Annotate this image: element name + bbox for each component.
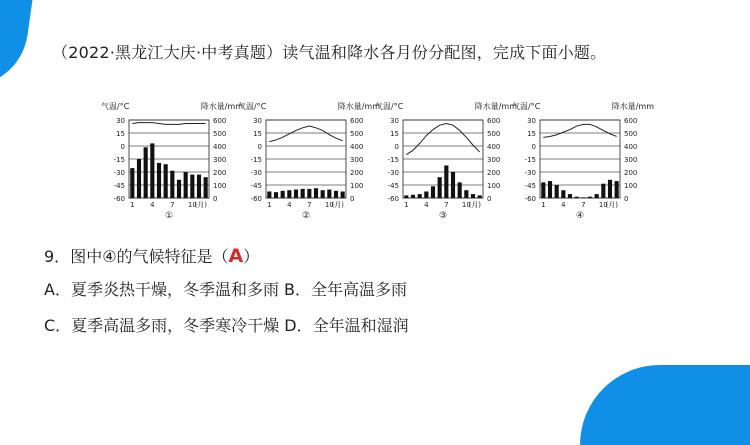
precipitation-tick-label: 0 <box>213 195 218 203</box>
month-tick-label: 1 <box>130 201 135 209</box>
precipitation-bar <box>184 172 188 198</box>
chart-number-label: ④ <box>575 211 585 221</box>
precipitation-tick-label: 0 <box>624 195 629 203</box>
precipitation-bar <box>608 180 612 198</box>
precipitation-bar <box>424 192 428 199</box>
question-9 <box>44 244 259 267</box>
precipitation-bar <box>157 163 161 198</box>
temperature-tick-label: -15 <box>387 156 399 164</box>
options-line-2: C．夏季高温多雨，冬季寒冷干燥 D．全年温和湿润 <box>44 316 409 335</box>
temperature-line <box>543 124 616 137</box>
temperature-tick-label: -45 <box>250 182 262 190</box>
precipitation-bar <box>204 177 208 198</box>
temperature-tick-label: -60 <box>113 195 125 203</box>
question-number: 9． <box>44 247 71 266</box>
precipitation-tick-label: 300 <box>624 156 638 164</box>
climate-chart-2 <box>238 101 380 221</box>
temperature-tick-label: 15 <box>390 130 399 138</box>
precipitation-bar <box>307 189 311 198</box>
temperature-tick-label: 0 <box>394 143 399 151</box>
month-axis-title: (月) <box>605 201 618 209</box>
temperature-tick-label: 30 <box>253 117 262 125</box>
temperature-tick-label: -15 <box>250 156 262 164</box>
precipitation-tick-label: 500 <box>487 130 501 138</box>
month-tick-label: 7 <box>170 201 175 209</box>
month-tick-label: 7 <box>307 201 312 209</box>
temperature-tick-label: -30 <box>113 169 125 177</box>
climate-chart-4 <box>512 101 654 221</box>
month-tick-label: 1 <box>541 201 546 209</box>
temperature-tick-label: -15 <box>113 156 125 164</box>
precipitation-bar <box>561 190 565 198</box>
climate-chart-3 <box>375 101 517 221</box>
precipitation-bar <box>137 159 141 198</box>
precipitation-tick-label: 600 <box>624 117 638 125</box>
temperature-line <box>406 123 479 154</box>
temperature-tick-label: 30 <box>390 117 399 125</box>
month-tick-label: 4 <box>287 201 292 209</box>
precipitation-bar <box>418 194 422 198</box>
month-tick-label: 7 <box>444 201 449 209</box>
temperature-tick-label: -60 <box>250 195 262 203</box>
precipitation-bar <box>478 195 482 198</box>
precipitation-bar <box>170 171 174 198</box>
precipitation-bar <box>130 168 134 198</box>
precipitation-tick-label: 500 <box>350 130 364 138</box>
precipitation-bar <box>588 197 592 198</box>
temperature-line <box>132 123 205 125</box>
temperature-line <box>269 126 342 142</box>
precipitation-bar <box>581 197 585 198</box>
temperature-tick-label: 30 <box>116 117 125 125</box>
precipitation-axis-title: 降水量/mm <box>200 102 243 111</box>
corner-decoration-bottom-right <box>580 365 750 445</box>
precipitation-tick-label: 100 <box>624 182 638 190</box>
precipitation-tick-label: 300 <box>487 156 501 164</box>
precipitation-tick-label: 100 <box>213 182 227 190</box>
precipitation-bar <box>294 190 298 198</box>
temperature-axis-title: 气温/°C <box>375 102 404 111</box>
chart-number-label: ③ <box>438 211 448 221</box>
temperature-tick-label: -30 <box>524 169 536 177</box>
precipitation-bar <box>431 186 435 198</box>
month-tick-label: 10 <box>324 201 334 209</box>
precipitation-bar <box>438 177 442 198</box>
precipitation-tick-label: 400 <box>624 143 638 151</box>
chart-number-label: ① <box>164 211 174 221</box>
precipitation-tick-label: 500 <box>624 130 638 138</box>
question-close: ） <box>243 247 260 266</box>
precipitation-tick-label: 400 <box>350 143 364 151</box>
corner-decoration-top-left <box>0 0 40 94</box>
precipitation-bar <box>575 197 579 198</box>
precipitation-bar <box>164 164 168 198</box>
precipitation-bar <box>471 194 475 198</box>
temperature-tick-label: -60 <box>387 195 399 203</box>
precipitation-bar <box>334 191 338 198</box>
precipitation-bar <box>451 172 455 198</box>
temperature-tick-label: -60 <box>524 195 536 203</box>
temperature-tick-label: 15 <box>527 130 536 138</box>
precipitation-bar <box>404 195 408 198</box>
precipitation-axis-title: 降水量/mm <box>474 102 517 111</box>
precipitation-bar <box>274 192 278 198</box>
temperature-tick-label: -30 <box>387 169 399 177</box>
month-tick-label: 1 <box>404 201 409 209</box>
climate-charts-svg <box>95 90 654 230</box>
precipitation-bar <box>341 192 345 199</box>
precipitation-tick-label: 400 <box>487 143 501 151</box>
precipitation-tick-label: 200 <box>624 169 638 177</box>
month-tick-label: 10 <box>598 201 608 209</box>
question-text: 图中④的气候特征是（ <box>70 247 229 266</box>
precipitation-tick-label: 600 <box>350 117 364 125</box>
precipitation-bar <box>568 194 572 198</box>
temperature-tick-label: 30 <box>527 117 536 125</box>
chart-number-label: ② <box>301 211 311 221</box>
temperature-tick-label: -15 <box>524 156 536 164</box>
precipitation-bar <box>287 190 291 198</box>
precipitation-bar <box>150 143 154 198</box>
precipitation-bar <box>595 194 599 198</box>
precipitation-tick-label: 400 <box>213 143 227 151</box>
precipitation-tick-label: 200 <box>213 169 227 177</box>
precipitation-tick-label: 600 <box>487 117 501 125</box>
precipitation-bar <box>444 166 448 199</box>
temperature-tick-label: 0 <box>120 143 125 151</box>
month-tick-label: 4 <box>561 201 566 209</box>
precipitation-bar <box>281 191 285 198</box>
precipitation-tick-label: 600 <box>213 117 227 125</box>
month-tick-label: 1 <box>267 201 272 209</box>
precipitation-bar <box>144 147 148 198</box>
temperature-tick-label: -30 <box>250 169 262 177</box>
precipitation-axis-title: 降水量/mm <box>611 102 654 111</box>
precipitation-tick-label: 0 <box>487 195 492 203</box>
temperature-tick-label: 0 <box>257 143 262 151</box>
temperature-tick-label: -45 <box>387 182 399 190</box>
precipitation-tick-label: 300 <box>213 156 227 164</box>
temperature-tick-label: 15 <box>253 130 262 138</box>
month-axis-title: (月) <box>468 201 481 209</box>
precipitation-bar <box>267 192 271 199</box>
month-tick-label: 10 <box>461 201 471 209</box>
month-tick-label: 4 <box>424 201 429 209</box>
temperature-tick-label: 0 <box>531 143 536 151</box>
precipitation-bar <box>615 181 619 198</box>
precipitation-bar <box>301 189 305 198</box>
precipitation-tick-label: 300 <box>350 156 364 164</box>
precipitation-bar <box>555 185 559 198</box>
precipitation-bar <box>327 190 331 198</box>
precipitation-bar <box>321 190 325 198</box>
month-axis-title: (月) <box>194 201 207 209</box>
precipitation-tick-label: 200 <box>350 169 364 177</box>
precipitation-bar <box>458 182 462 198</box>
precipitation-tick-label: 100 <box>487 182 501 190</box>
month-axis-title: (月) <box>331 201 344 209</box>
precipitation-bar <box>314 188 318 198</box>
climate-chart-1 <box>101 101 243 221</box>
precipitation-tick-label: 200 <box>487 169 501 177</box>
precipitation-bar <box>190 175 194 198</box>
answer-mark: A <box>228 245 244 267</box>
temperature-tick-label: -45 <box>524 182 536 190</box>
precipitation-tick-label: 0 <box>350 195 355 203</box>
precipitation-bar <box>548 181 552 198</box>
precipitation-bar <box>541 182 545 198</box>
precipitation-bar <box>177 180 181 198</box>
month-tick-label: 4 <box>150 201 155 209</box>
precipitation-axis-title: 降水量/mm <box>337 102 380 111</box>
precipitation-bar <box>411 195 415 198</box>
temperature-axis-title: 气温/°C <box>101 102 130 111</box>
month-tick-label: 10 <box>187 201 197 209</box>
temperature-tick-label: -45 <box>113 182 125 190</box>
month-tick-label: 7 <box>581 201 586 209</box>
precipitation-bar <box>464 190 468 198</box>
climate-charts-row <box>95 90 654 230</box>
precipitation-bar <box>197 175 201 198</box>
options-line-1: A．夏季炎热干燥，冬季温和多雨 B．全年高温多雨 <box>44 280 408 299</box>
precipitation-tick-label: 500 <box>213 130 227 138</box>
precipitation-bar <box>601 184 605 198</box>
temperature-tick-label: 15 <box>116 130 125 138</box>
precipitation-tick-label: 100 <box>350 182 364 190</box>
temperature-axis-title: 气温/°C <box>512 102 541 111</box>
temperature-axis-title: 气温/°C <box>238 102 267 111</box>
question-title: （2022·黑龙江大庆·中考真题）读气温和降水各月份分配图，完成下面小题。 <box>52 43 607 62</box>
